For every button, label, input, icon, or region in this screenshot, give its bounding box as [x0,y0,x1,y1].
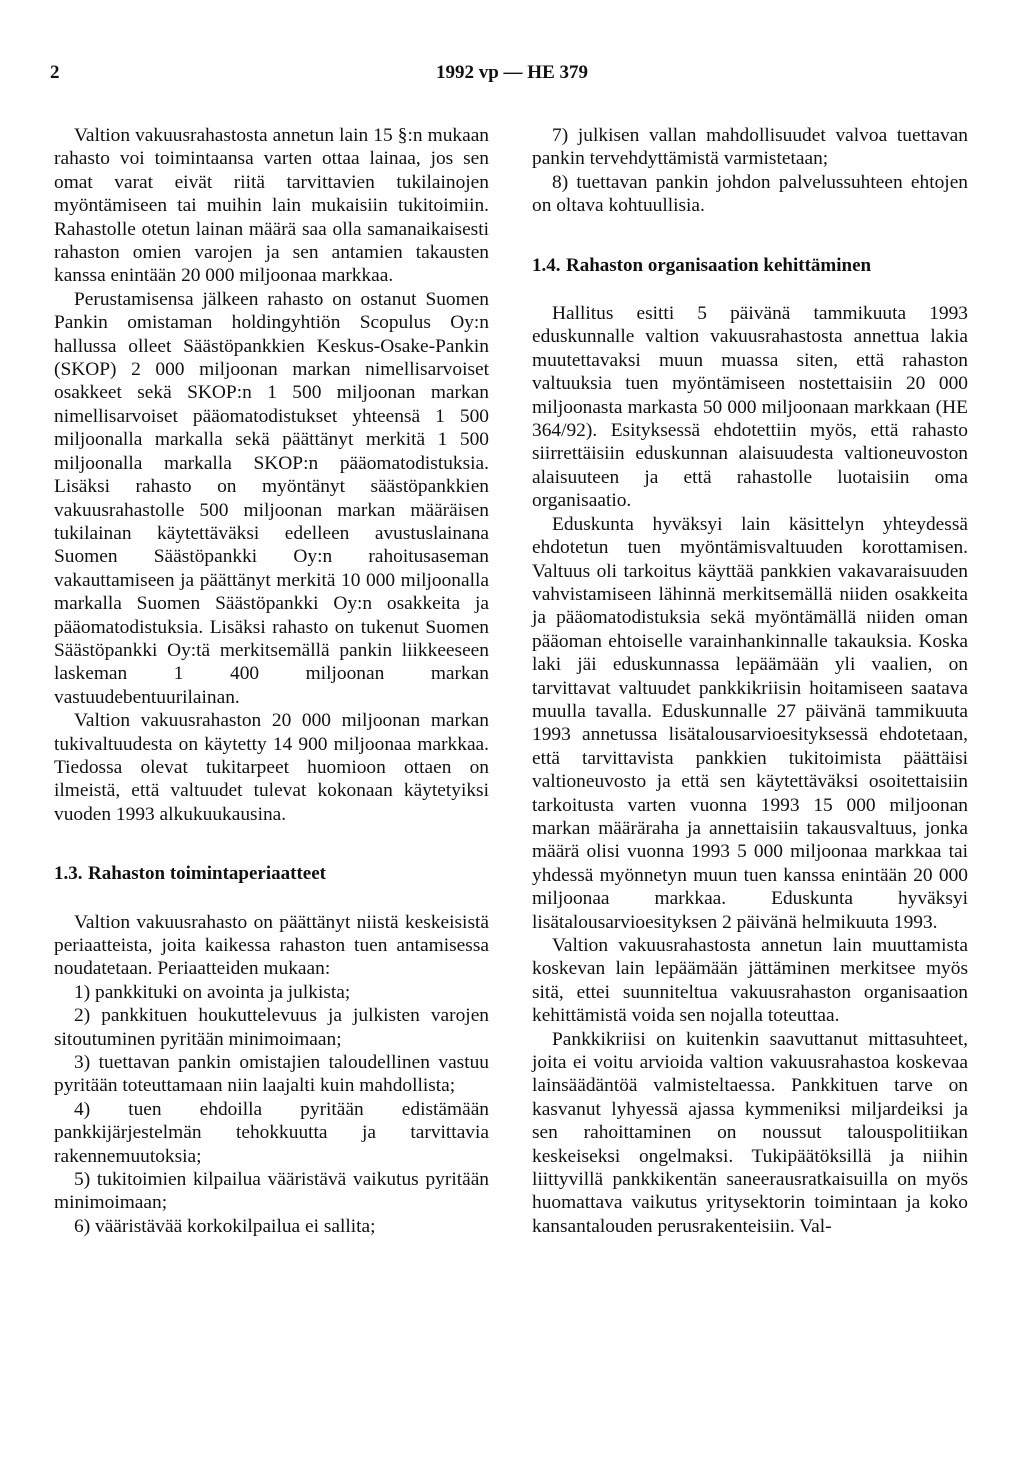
paragraph: Pankkikriisi on kuitenkin saavuttanut mittasuhteet, joita ei voitu arvioida valtion vakuusrahastoa koskevaa lainsäädäntöä valmisteltaessa. Pankkituen tarve on kasvanut lyhyessä ajassa kymmeniksi miljardeiksi ja sen rahoittaminen on noussut talouspolitiikan keskeiseksi ongelmaksi. Tukipäätöksillä ja niihin liittyvillä pankkikentän saneerausratkaisuilla on myös huomattava vaikutus yritysektorin toimintaan ja koko kansantalouden perusrakenteisiin. Val- [532,1028,968,1237]
list-item: 2) pankkituen houkuttelevuus ja julkisten varojen sitoutuminen pyritään minimoimaan; [54,1005,489,1050]
list-item: 5) tukitoimien kilpailua vääristävä vaikutus pyritään minimoimaan; [54,1169,489,1214]
section-title: Rahaston toimintaperiaatteet [88,863,326,885]
list-item: 4) tuen ehdoilla pyritään edistämään pankkijärjestelmän tehokkuutta ja tarvittavia rakennemuutoksia; [54,1098,489,1167]
list-item: 7) julkisen vallan mahdollisuudet valvoa tuettavan pankin tervehdyttämistä varmistetaan; [532,125,968,170]
section-title: Rahaston organisaation kehittäminen [566,254,872,276]
section-number: 1.3. [54,863,83,885]
list-item: 8) tuettavan pankin johdon palvelussuhteen ehtojen on oltava kohtuullisia. [532,171,968,217]
list-item: 6) vääristävää korkokilpailua ei sallita; [74,1215,376,1237]
paragraph: Perustamisensa jälkeen rahasto on ostanut Suomen Pankin omistaman holdingyhtiön Scopulus Oy:n hallussa olleet Säästöpankkien Keskus-Osake-Pankin (SKOP) 2 000 miljoonan markan nimellisarvoiset osakkeet sekä SKOP:n 1 500 miljoonan markan nimellisarvoiset pääomatodistukset yhteensä 1 500 miljoonalla markalla sekä päättänyt merkitä 1 500 miljoonalla markalla SKOP:n pääomatodistuksia. Lisäksi rahasto on myöntänyt säästöpankkien vakuusrahastolle 500 miljoonan markan määräisen tukilainan käytettäväksi edelleen avustuslainana Suomen Säästöpankki Oy:n rahoitusaseman vakauttamiseen ja päättänyt merkitä 10 000 miljoonalla markalla Suomen Säästöpankki Oy:n osakkeita ja pääomatodistuksia. Lisäksi rahasto on tukenut Suomen Säästöpankki Oy:tä merkitsemällä pankin liikkeeseen laskeman 1 400 miljoonan markan vastuudebentuurilainan. [54,288,489,708]
running-title: 1992 vp — HE 379 [435,62,589,83]
left-column [54,124,489,1238]
section-heading [532,254,968,277]
page-number: 2 [50,62,60,83]
section-heading [54,862,489,885]
list-item: 1) pankkituki on avointa ja julkista; [74,981,351,1003]
paragraph: Eduskunta hyväksyi lain käsittelyn yhteydessä ehdotetun tuen myöntämisvaltuuden korottamisen. Valtuus oli tarkoitus käyttää pankkien vakavaraisuuden vahvistamiseen lähinnä merkitsemällä niiden osakkeita ja pääomatodistuksia sekä myöntämällä niiden oman pääoman ehtoiselle varainhankinnalle takauksia. Koska laki jäi eduskunnassa lepäämään yli vaalien, on tarvittavat valtuudet pankkikriisin hoitamiseen saatava muulla tavalla. Eduskunnalle 27 päivänä tammikuuta 1993 annetussa lisätalousarvioesityksessä ehdotetaan, että tarvittavista pankkien tukitoimista päättäisi valtioneuvosto ja että sen käytettäväksi osoitettaisiin tarkoitusta varten vuonna 1993 15 000 miljoonan markan määräraha ja annettaisiin takausvaltuus, jonka määrä olisi vuonna 1993 5 000 miljoonaa markkaa tai yhdessä myönnetyn muun tuen kanssa enintään 20 000 miljoonaa markkaa. Eduskunta hyväksyi lisätalousarvioesityksen 2 päivänä helmikuuta 1993. [532,513,968,933]
section-number: 1.4. [532,254,561,276]
right-column [532,124,968,1238]
paragraph: Valtion vakuusrahaston 20 000 miljoonan markan tukivaltuudesta on käytetty 14 900 miljoonaa markkaa. Tiedossa olevat tukitarpeet huomioon ottaen on ilmeistä, että valtuudet tulevat kokonaan käytetyiksi vuoden 1993 alkukuukausina. [54,710,489,825]
paragraph: Valtion vakuusrahastosta annetun lain 15 §:n mukaan rahasto voi toimintaansa varten ottaa lainaa, jos sen omat varat eivät riitä tarvittavien tukilainojen myöntämiseen tai muihin lain mukaisiin tukitoimiin. Rahastolle otetun lainan määrä saa olla samanaikaisesti rahaston omien varojen ja sen antamien takausten kanssa enintään 20 000 miljoonaa markkaa. [54,125,489,287]
list-item: 3) tuettavan pankin omistajien taloudellinen vastuu pyritään toteuttamaan niin laajalti kuin mahdollista; [54,1052,489,1097]
paragraph: Valtion vakuusrahasto on päättänyt niistä keskeisistä periaatteista, joita kaikessa rahaston tuen antamisessa noudatetaan. Periaatteiden mukaan: [54,911,489,980]
paragraph: Hallitus esitti 5 päivänä tammikuuta 1993 eduskunnalle valtion vakuusrahastosta annettua lakia muutettavaksi muun muassa siten, että rahaston valtuuksia tuen myöntämiseen nostettaisiin 20 000 miljoonasta markasta 50 000 miljoonaan markkaan (HE 364/92). Esityksessä ehdotettiin myös, että rahasto siirrettäisiin eduskunnan alaisuudesta valtioneuvoston alaisuuteen ja että rahastolle luotaisiin oma organisaatio. [532,303,968,512]
paragraph: Valtion vakuusrahastosta annetun lain muuttamista koskevan lain lepäämään jättäminen merkitsee myös sitä, ettei suunniteltua vakuusrahaston organisaation kehittämistä voida sen nojalla toteuttaa. [532,935,968,1027]
